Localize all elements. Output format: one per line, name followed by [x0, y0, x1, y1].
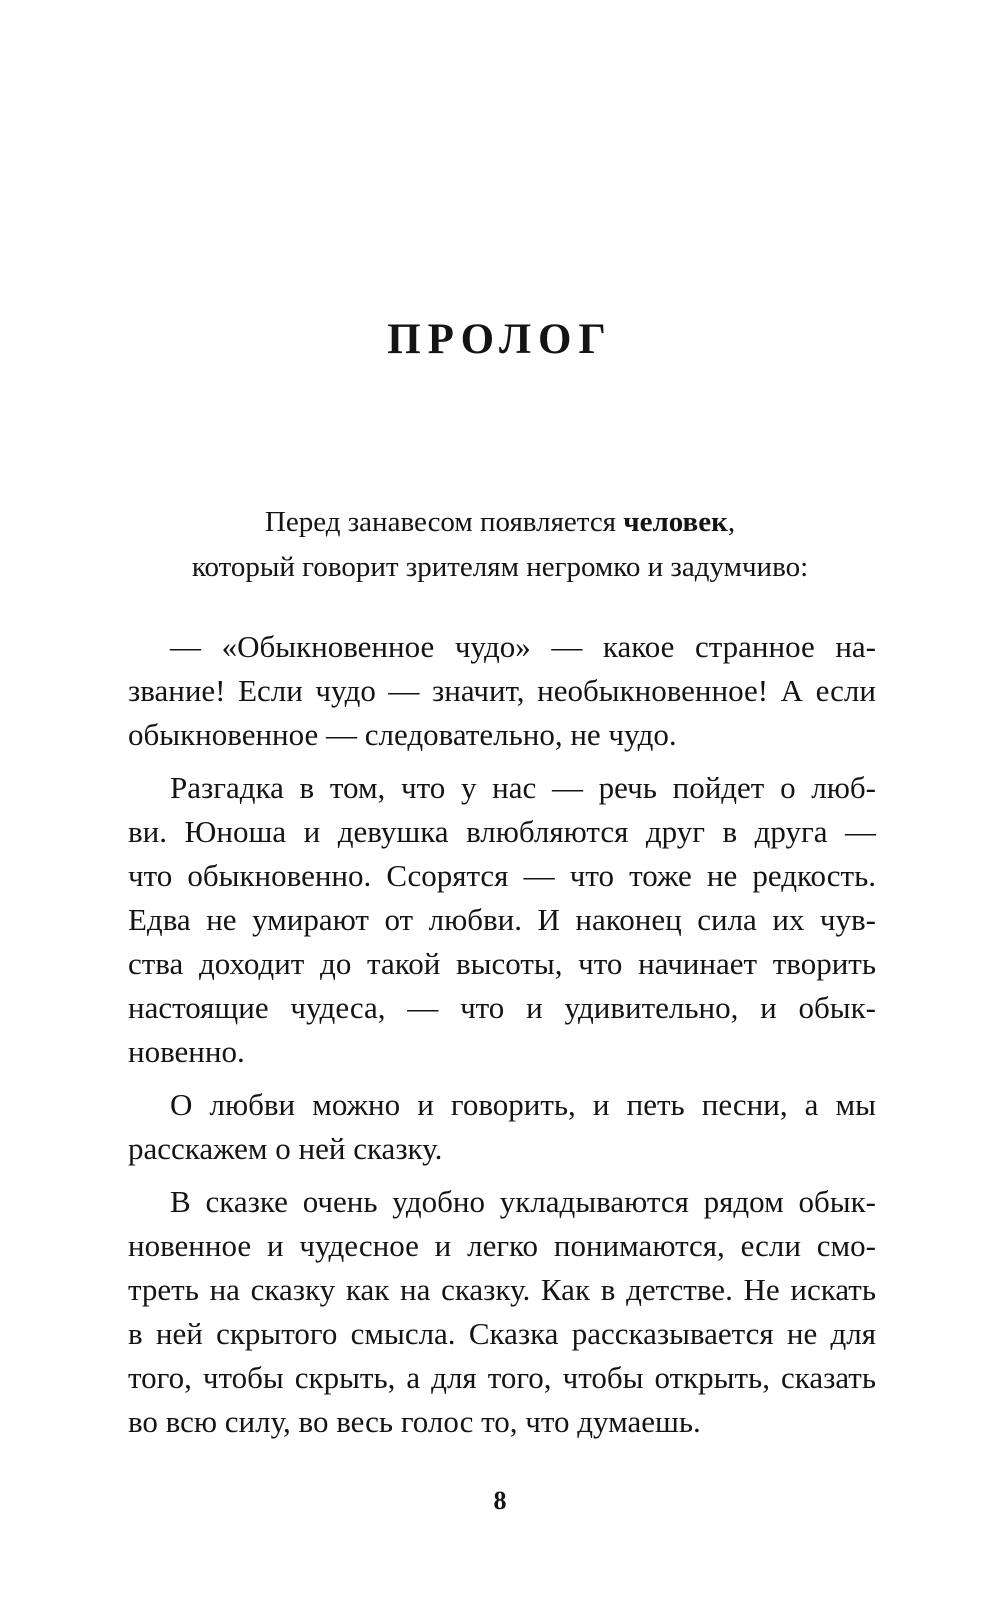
paragraph-2	[128, 766, 876, 1074]
text-line: — «Обыкновенное чудо» — какое странное на-	[170, 629, 876, 664]
text-line: треть на сказку как на сказку. Как в детстве. Не искать	[128, 1272, 876, 1307]
character-name-bold: человек	[623, 506, 728, 538]
text-line: в ней скрытого смысла. Сказка рассказывается не для	[128, 1316, 876, 1351]
text-line: обыкновенное — следовательно, не чудо.	[128, 717, 677, 752]
text-line: звание! Если чудо — значит, необыкновенное! А если	[128, 673, 876, 708]
page-number: 8	[493, 1486, 507, 1515]
text-line: ви. Юноша и девушка влюбляются друг в друга —	[128, 814, 876, 849]
paragraph-3	[128, 1083, 876, 1171]
stage-direction-text-after: ,	[727, 506, 736, 538]
text-line: новенное и чудесное и легко понимаются, если смо-	[128, 1228, 876, 1263]
text-line: того, чтобы скрыть, а для того, чтобы открыть, сказать	[128, 1360, 876, 1395]
stage-direction-line-2: который говорит зрителям негромко и задумчиво:	[191, 551, 809, 583]
stage-direction-line-1	[0, 500, 1000, 545]
text-line: В сказке очень удобно укладываются рядом обык-	[170, 1184, 876, 1219]
text-line: Разгадка в том, что у нас — речь пойдет о люб-	[170, 770, 876, 805]
text-line: О любви можно и говорить, и петь песни, а мы	[170, 1087, 876, 1122]
text-line: во всю силу, во весь голос то, что думаешь.	[128, 1404, 701, 1439]
text-line: новенно.	[128, 1034, 245, 1069]
paragraph-1	[128, 625, 876, 757]
stage-direction-text-before: Перед занавесом появляется	[264, 506, 624, 538]
text-line: настоящие чудеса, — что и удивительно, и обык-	[128, 990, 876, 1025]
text-line: Едва не умирают от любви. И наконец сила их чув-	[128, 902, 876, 937]
prologue-body	[128, 625, 876, 1453]
chapter-title: ПРОЛОГ	[387, 316, 613, 363]
paragraph-4	[128, 1180, 876, 1444]
text-line: ства доходит до такой высоты, что начинает творить	[128, 946, 876, 981]
text-line: расскажем о ней сказку.	[128, 1131, 443, 1166]
stage-direction	[0, 500, 1000, 590]
text-line: что обыкновенно. Ссорятся — что тоже не редкость.	[128, 858, 876, 893]
